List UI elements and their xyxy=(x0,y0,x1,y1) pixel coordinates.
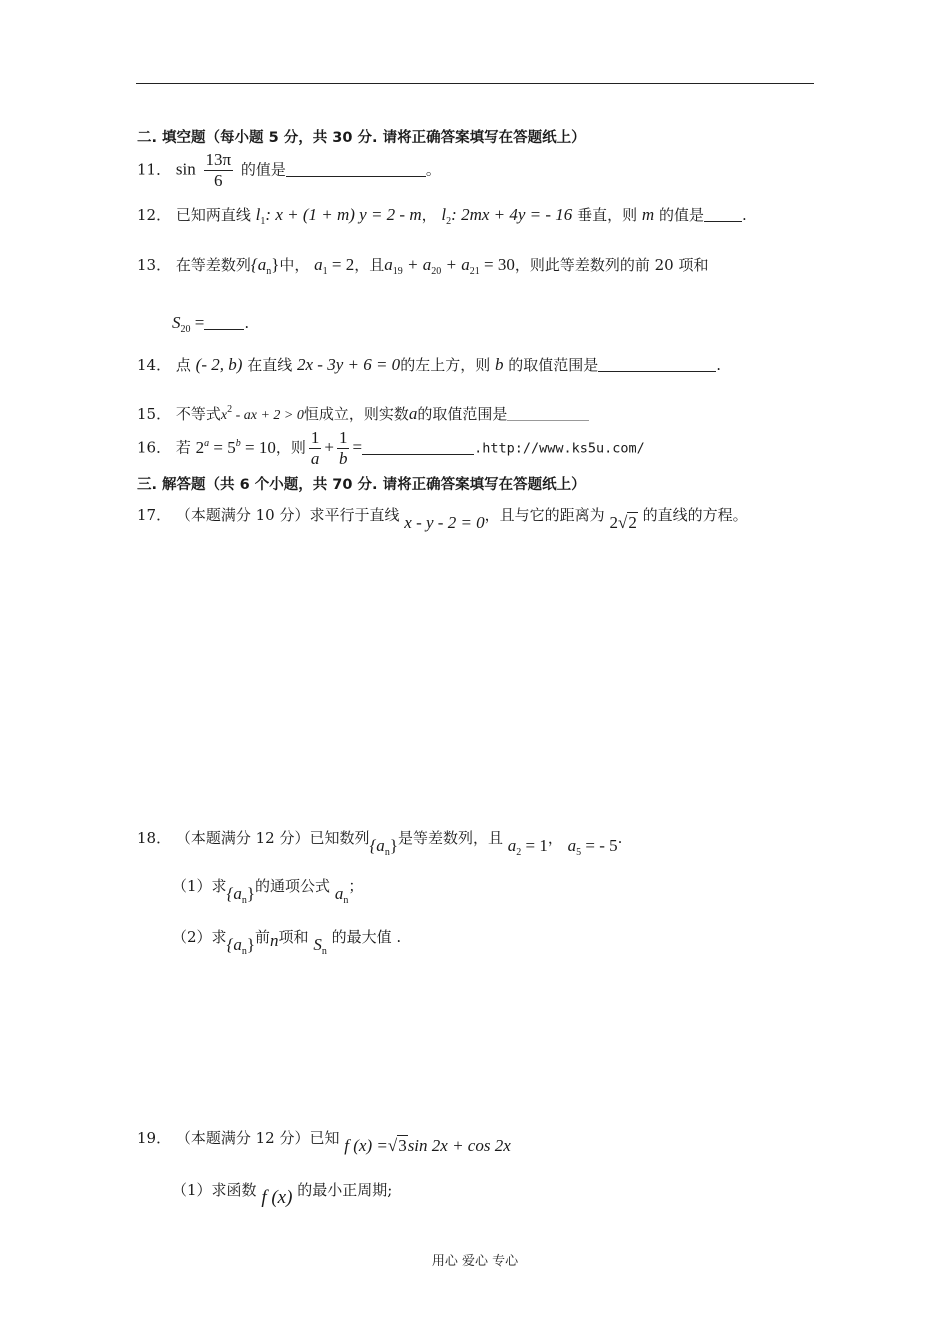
question-17: 17． （本题满分 10 分）求平行于直线 x - y - 2 = 0，且与它的距离为 2√2 的直线的方程。 xyxy=(137,506,748,532)
q18-p1-seq-close: } xyxy=(246,884,256,903)
q14-text-b: 在直线 xyxy=(247,356,293,374)
q11-frac-num: 13π xyxy=(205,150,232,169)
question-11 xyxy=(137,150,441,191)
q12-answer-blank[interactable] xyxy=(704,207,742,222)
q14-line: 2x - 3y + 6 = 0 xyxy=(296,355,401,374)
q18-p1-end: ； xyxy=(348,877,364,895)
q16-two: 2 xyxy=(195,437,205,457)
q12-l2-sub: 2 xyxy=(446,216,452,227)
question-19-part-1 xyxy=(172,1180,393,1208)
q18-end: . xyxy=(617,829,623,847)
q13-a1: a xyxy=(314,255,323,274)
q19-rest: sin 2x + cos 2x xyxy=(407,1136,511,1155)
q19-number: 19． xyxy=(137,1129,172,1147)
q14-b: b xyxy=(494,355,504,374)
q18-p2-label: （2）求 xyxy=(172,928,227,946)
q11-frac-den: 6 xyxy=(214,171,223,190)
q16-five-sup: b xyxy=(235,437,241,449)
q18-p2-S: S xyxy=(313,935,322,954)
q12-text-b: 垂直，则 xyxy=(577,206,638,224)
q18-seq-close: } xyxy=(389,836,398,855)
q16-eq-end: = 10 xyxy=(240,437,276,457)
question-15 xyxy=(137,400,589,426)
q18-p2-text-a: 前 xyxy=(255,928,271,946)
q18-p2-S-sub: n xyxy=(321,946,327,957)
q12-eq1: : x + (1 + m) y = 2 - m xyxy=(265,205,422,224)
q19-p1-text: 的最小正周期; xyxy=(297,1181,393,1199)
q18-p2-seq-close: } xyxy=(246,935,256,954)
q12-text-a: 已知两直线 xyxy=(175,206,251,224)
q19-p1-label: （1）求函数 xyxy=(172,1181,257,1199)
q15-answer-blank[interactable] xyxy=(507,406,589,421)
q19-text-a: （本题满分 12 分）已知 xyxy=(175,1129,340,1147)
q11-number: 11． xyxy=(137,160,172,179)
q17-text-b: ，且与它的距离为 xyxy=(484,506,605,524)
q11-fraction xyxy=(204,150,234,191)
q13-text-c: ，且 xyxy=(354,256,385,274)
q18-number: 18． xyxy=(137,829,172,847)
q17-line: x - y - 2 = 0 xyxy=(404,513,485,532)
q13-S: S xyxy=(172,313,181,332)
q14-text-d: 的取值范围是 xyxy=(508,356,599,374)
question-16 xyxy=(137,428,645,469)
q16-text-b: ，则 xyxy=(275,438,306,457)
question-18-part-2 xyxy=(172,927,402,957)
q12-end: . xyxy=(741,206,747,224)
q18-text-a: （本题满分 12 分）已知数列 xyxy=(175,829,370,847)
q13-sum-a: a xyxy=(384,255,393,274)
q11-sin: sin xyxy=(175,159,196,179)
q14-point: (- 2, b) xyxy=(195,355,243,374)
q16-answer-blank[interactable] xyxy=(362,440,474,455)
q13-sub21: 21 xyxy=(469,266,480,277)
q16-frac2-den: b xyxy=(338,449,348,468)
q18-a2: a xyxy=(507,836,517,855)
q17-dist-a: 2 xyxy=(609,513,618,532)
q11-end: 。 xyxy=(425,160,441,179)
q16-frac2-num: 1 xyxy=(338,428,348,447)
question-14 xyxy=(137,355,721,375)
q18-p1-seq: {a xyxy=(226,884,242,903)
q18-p1-seq-sub: n xyxy=(241,895,247,906)
q18-p1-text: 的通项公式 xyxy=(255,877,331,895)
q12-number: 12． xyxy=(137,206,172,224)
section-2-title: 二. 填空题（每小题 5 分，共 30 分. 请将正确答案填写在答题纸上） xyxy=(137,130,586,146)
q13-seq-close: } xyxy=(271,255,280,274)
q13-S-eq: = xyxy=(190,313,205,332)
q16-eq-mid: = 5 xyxy=(209,437,236,457)
q13-sub20: 20 xyxy=(431,266,442,277)
q15-x: x xyxy=(220,408,228,423)
question-12 xyxy=(137,205,747,232)
q16-frac1-den: a xyxy=(310,449,320,468)
q13-a1-sub: 1 xyxy=(322,266,328,277)
q15-text-a: 不等式 xyxy=(175,405,221,423)
question-13-answer xyxy=(172,313,249,340)
q12-l2: l xyxy=(441,205,447,224)
q18-comma: ， xyxy=(547,829,563,847)
q13-text-d: ，则此等差数列的前 20 项和 xyxy=(514,256,709,274)
q18-a5-sub: 5 xyxy=(576,847,582,858)
q15-a: a xyxy=(408,404,418,423)
q18-p2-seq: {a xyxy=(226,935,242,954)
q17-text-c: 的直线的方程。 xyxy=(642,506,748,524)
question-19: 19． （本题满分 12 分）已知 f (x) =√3sin 2x + cos 2x xyxy=(137,1129,511,1155)
question-13 xyxy=(137,255,708,282)
q18-p2-text-c: 的最大值 . xyxy=(331,928,402,946)
q15-x-sup: 2 xyxy=(227,404,233,415)
page-footer: 用心 爱心 专心 xyxy=(431,1254,519,1269)
q14-answer-blank[interactable] xyxy=(598,357,716,372)
q18-seq-sub: n xyxy=(384,847,390,858)
q13-text-a: 在等差数列 xyxy=(175,256,251,274)
q12-comma: ， xyxy=(421,206,437,224)
q16-two-sup: a xyxy=(204,437,210,449)
q14-text-a: 点 xyxy=(175,356,191,374)
q16-plus: + xyxy=(324,437,334,457)
q13-a1-eq: = 2 xyxy=(327,255,355,274)
q13-sum-eq: = 30 xyxy=(479,255,515,274)
q17-text-a: （本题满分 10 分）求平行于直线 xyxy=(175,506,400,524)
q11-text: 的值是 xyxy=(240,160,286,179)
q15-text-b: 恒成立，则实数 xyxy=(303,405,409,423)
q13-end: . xyxy=(244,314,250,332)
q12-m: m xyxy=(641,205,655,224)
q13-plus1: + a xyxy=(402,255,432,274)
q16-url[interactable]: .http://www.ks5u.com/ xyxy=(474,440,645,457)
question-18 xyxy=(137,828,623,858)
q13-sub19: 19 xyxy=(392,266,403,277)
q18-a2-eq: = 1 xyxy=(521,836,548,855)
q13-number: 13． xyxy=(137,256,172,274)
q18-seq: {a xyxy=(369,836,385,855)
q19-sqrt3: 3 xyxy=(398,1136,407,1155)
q19-p1-fx: f (x) xyxy=(261,1187,293,1208)
q18-p1-label: （1）求 xyxy=(172,877,227,895)
q12-l1: l xyxy=(255,205,261,224)
q18-p2-n: n xyxy=(270,931,279,950)
q16-frac1-num: 1 xyxy=(310,428,320,447)
q16-number: 16． xyxy=(137,438,172,457)
q12-text-c: 的值是 xyxy=(658,206,704,224)
header-rule xyxy=(136,83,814,84)
q18-p2-seq-sub: n xyxy=(241,946,247,957)
q18-a5: a xyxy=(567,836,577,855)
section-3-title: 三. 解答题（共 6 个小题，共 70 分. 请将正确答案填写在答题纸上） xyxy=(137,477,586,493)
q18-a2-sub: 2 xyxy=(516,847,522,858)
q13-answer-blank[interactable] xyxy=(204,321,244,330)
q13-seq: {a xyxy=(250,255,267,274)
q18-a5-eq: = - 5 xyxy=(581,836,618,855)
q15-number: 15． xyxy=(137,405,172,423)
q18-p2-text-b: 项和 xyxy=(278,928,309,946)
q18-text-b: 是等差数列，且 xyxy=(397,829,503,847)
q17-dist-b: 2 xyxy=(628,513,637,532)
q16-eq: = xyxy=(352,437,363,457)
question-18-part-1 xyxy=(172,876,364,906)
q18-p1-an: a xyxy=(334,884,344,903)
q14-end: . xyxy=(716,356,722,374)
q19-fx: f (x) = xyxy=(344,1136,388,1155)
q11-answer-blank[interactable] xyxy=(286,162,426,177)
q14-number: 14． xyxy=(137,356,172,374)
q12-l1-sub: 1 xyxy=(260,216,266,227)
q13-plus2: + a xyxy=(441,255,470,274)
q15-text-c: 的取值范围是 xyxy=(417,405,508,423)
q18-p1-an-sub: n xyxy=(343,895,349,906)
q13-text-b: 中， xyxy=(279,256,310,274)
q14-text-c: 的左上方，则 xyxy=(400,356,491,374)
q16-text-a: 若 xyxy=(175,438,191,457)
q13-S-sub: 20 xyxy=(180,324,191,335)
q12-eq2: : 2mx + 4y = - 16 xyxy=(451,205,573,224)
q17-number: 17． xyxy=(137,506,172,524)
q15-ineq: - ax + 2 > 0 xyxy=(232,408,304,423)
q13-seq-sub: n xyxy=(266,266,272,277)
